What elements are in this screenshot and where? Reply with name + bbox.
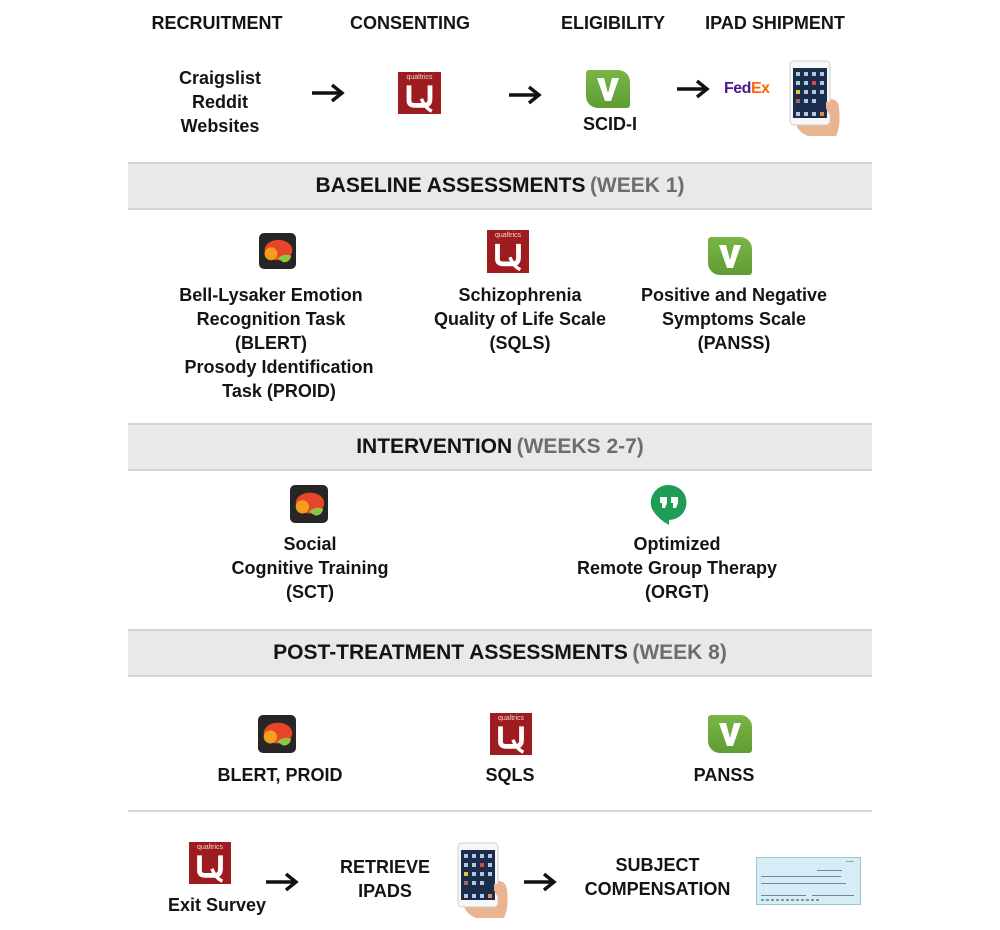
baseline-item-blert	[150, 283, 392, 403]
subject-compensation-label	[565, 853, 750, 901]
text-line: Recognition Task	[196, 309, 346, 329]
arrow-right-icon	[265, 872, 299, 892]
text-line: (ORGT)	[645, 582, 709, 602]
post-item-blert-proid: BLERT, PROID	[217, 765, 343, 785]
section-divider	[128, 810, 872, 812]
text-line: Optimized	[633, 534, 721, 554]
text-line: RETRIEVE	[339, 857, 431, 877]
source-websites: Websites	[180, 116, 260, 136]
text-line: Cognitive Training	[231, 558, 389, 578]
intervention-title: INTERVENTION	[356, 435, 513, 458]
v-icon	[708, 715, 752, 753]
arrow-right-icon	[523, 872, 557, 892]
source-reddit: Reddit	[192, 92, 248, 112]
intervention-item-sct	[200, 532, 420, 604]
text-line: Symptoms Scale	[661, 309, 807, 329]
arrow-right-icon	[676, 79, 710, 99]
step-recruitment-label: RECRUITMENT	[151, 13, 283, 33]
v-icon	[586, 70, 630, 108]
arrow-right-icon	[508, 85, 542, 105]
text-line: Bell-Lysaker Emotion	[179, 285, 363, 305]
step-ipad-shipment-label: IPAD SHIPMENT	[705, 13, 845, 33]
text-line: Quality of Life Scale	[433, 309, 607, 329]
eligibility-caption: SCID-I	[583, 114, 637, 134]
text-line: (SQLS)	[489, 333, 551, 353]
text-line: Social	[283, 534, 337, 554]
qualtrics-icon	[487, 230, 529, 273]
step-eligibility-label: ELIGIBILITY	[560, 13, 665, 33]
intervention-header-bar	[128, 423, 872, 471]
ipad-icon	[786, 60, 844, 138]
text-line: Schizophrenia	[458, 285, 582, 305]
post-item-sqls: SQLS	[485, 765, 535, 785]
exit-survey-label: Exit Survey	[167, 895, 267, 915]
qualtrics-wordmark: qualtrics	[494, 232, 522, 239]
brain-app-icon	[258, 715, 296, 753]
qualtrics-wordmark: qualtrics	[196, 844, 224, 851]
source-craigslist: Craigslist	[178, 68, 262, 88]
qualtrics-icon	[189, 842, 231, 884]
recruitment-sources	[160, 66, 280, 138]
text-line: SUBJECT	[615, 855, 700, 875]
post-treatment-header-bar	[128, 629, 872, 677]
arrow-right-icon	[311, 83, 345, 103]
baseline-item-sqls	[410, 283, 630, 355]
brain-app-icon	[259, 233, 296, 269]
text-line: Remote Group Therapy	[576, 558, 778, 578]
step-consenting-label: CONSENTING	[349, 13, 470, 33]
qualtrics-wordmark: qualtrics	[406, 74, 433, 81]
intervention-subtitle: (WEEKS 2-7)	[516, 435, 644, 458]
text-line: (SCT)	[286, 582, 334, 602]
brain-app-icon	[290, 485, 328, 523]
baseline-header-bar	[128, 162, 872, 210]
baseline-title: BASELINE ASSESSMENTS	[315, 174, 586, 197]
text-line: Positive and Negative	[640, 285, 828, 305]
fedex-logo: FedEx	[724, 80, 770, 97]
hangouts-icon	[650, 484, 688, 526]
qualtrics-icon	[490, 713, 532, 755]
baseline-item-panss	[624, 283, 844, 355]
v-icon	[708, 237, 752, 275]
retrieve-ipads-label	[325, 855, 445, 903]
ipad-icon	[454, 842, 512, 920]
text-line: (PANSS)	[697, 333, 771, 353]
text-line: IPADS	[358, 881, 412, 901]
intervention-item-orgt	[557, 532, 797, 604]
post-subtitle: (WEEK 8)	[632, 641, 727, 664]
text-line: (BLERT)	[235, 333, 307, 353]
baseline-subtitle: (WEEK 1)	[589, 174, 685, 197]
text-line: COMPENSATION	[584, 879, 731, 899]
post-item-panss: PANSS	[693, 765, 755, 785]
qualtrics-wordmark: qualtrics	[497, 715, 525, 722]
text-line: Task (PROID)	[222, 381, 336, 401]
check-icon	[756, 857, 861, 905]
qualtrics-icon	[398, 72, 441, 114]
post-title: POST-TREATMENT ASSESSMENTS	[273, 641, 628, 664]
text-line: Prosody Identification	[184, 357, 374, 377]
